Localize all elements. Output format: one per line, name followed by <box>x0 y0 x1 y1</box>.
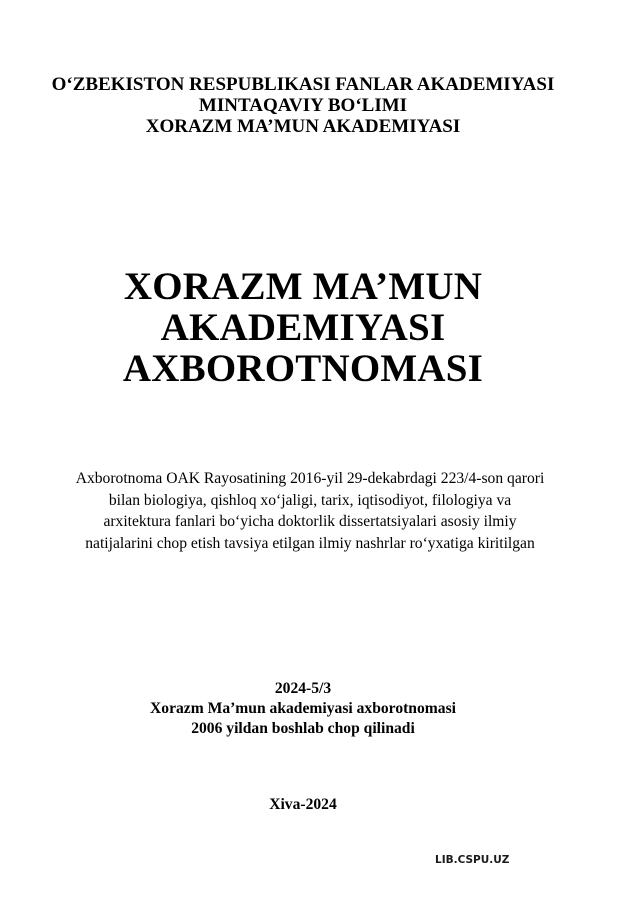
issue-info <box>0 679 606 739</box>
institution-header <box>0 74 606 137</box>
place-year <box>0 795 606 815</box>
journal-title <box>0 266 606 389</box>
header-line-branch: MINTAQAVIY BO‘LIMI <box>198 95 408 116</box>
description-line-2: bilan biologiya, qishloq xo‘jaligi, tarix, iqtisodiyot, filologiya va <box>108 491 512 509</box>
issue-journal-name: Xorazm Ma’mun akademiyasi axborotnomasi <box>150 700 456 717</box>
issue-number: 2024-5/3 <box>274 680 332 697</box>
title-line-3: AXBOROTNOMASI <box>122 347 484 390</box>
title-line-2: AKADEMIYASI <box>160 306 446 349</box>
issue-since: 2006 yildan boshlab chop qilinadi <box>191 720 415 737</box>
header-line-academy: O‘ZBEKISTON RESPUBLIKASI FANLAR AKADEMIYASI <box>51 74 555 95</box>
library-watermark: LIB.CSPU.UZ <box>435 854 510 866</box>
description-line-1: Axborotnoma OAK Rayosatining 2016-yil 29-dekabrdagi 223/4-son qarori <box>75 470 545 487</box>
place-year-text: Xiva-2024 <box>269 796 337 813</box>
title-line-1: XORAZM MA’MUN <box>123 265 483 308</box>
description-line-3: arxitektura fanlari bo‘yicha doktorlik dissertatsiyalari asosiy ilmiy <box>103 513 517 530</box>
description-line-4: natijalarini chop etish tavsiya etilgan ilmiy nashrlar ro‘yxatiga kiritilgan <box>85 534 535 552</box>
accreditation-description <box>14 468 606 554</box>
header-line-institution: XORAZM MA’MUN AKADEMIYASI <box>145 116 461 137</box>
